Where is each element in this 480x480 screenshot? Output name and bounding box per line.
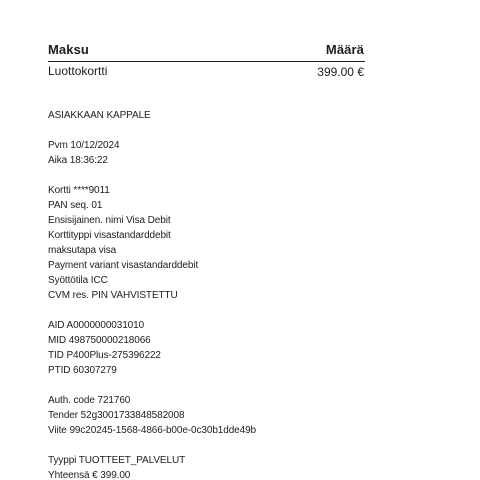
pan-seq-line: PAN seq. 01 bbox=[48, 200, 103, 211]
ptid-line: PTID 60307279 bbox=[48, 365, 117, 376]
payment-header-label: Maksu bbox=[48, 42, 89, 57]
payment-method: Luottokortti bbox=[48, 64, 108, 78]
payment-variant-line: Payment variant visastandarddebit bbox=[48, 260, 199, 271]
input-mode-line: Syöttötila ICC bbox=[48, 275, 108, 286]
time-line: Aika 18:36:22 bbox=[48, 155, 108, 166]
card-line: Kortti ****9011 bbox=[48, 185, 110, 196]
copy-title: ASIAKKAAN KAPPALE bbox=[48, 110, 151, 121]
payment-amount: 399.00 € bbox=[317, 65, 364, 79]
amount-header-label: Määrä bbox=[325, 42, 364, 57]
type-line: Tyyppi TUOTTEET_PALVELUT bbox=[48, 455, 186, 466]
aid-line: AID A0000000031010 bbox=[48, 320, 145, 331]
tid-line: TID P400Plus-275396222 bbox=[48, 350, 161, 361]
auth-code-line: Auth. code 721760 bbox=[48, 395, 131, 406]
date-line: Pvm 10/12/2024 bbox=[48, 140, 120, 151]
cvm-result-line: CVM res. PIN VAHVISTETTU bbox=[48, 290, 178, 301]
reference-line: Viite 99c20245-1568-4866-b00e-0c30b1dde49b bbox=[48, 425, 257, 436]
primary-name-line: Ensisijainen. nimi Visa Debit bbox=[48, 215, 171, 226]
header-divider bbox=[48, 61, 365, 62]
payment-method-line: maksutapa visa bbox=[48, 245, 117, 256]
mid-line: MID 498750000218066 bbox=[48, 335, 151, 346]
payment-row bbox=[48, 64, 364, 80]
card-type-line: Korttityppi visastandarddebit bbox=[48, 230, 171, 241]
payment-header bbox=[48, 42, 364, 58]
total-line: Yhteensä € 399.00 bbox=[48, 470, 131, 480]
tender-line: Tender 52g3001733848582008 bbox=[48, 410, 185, 421]
